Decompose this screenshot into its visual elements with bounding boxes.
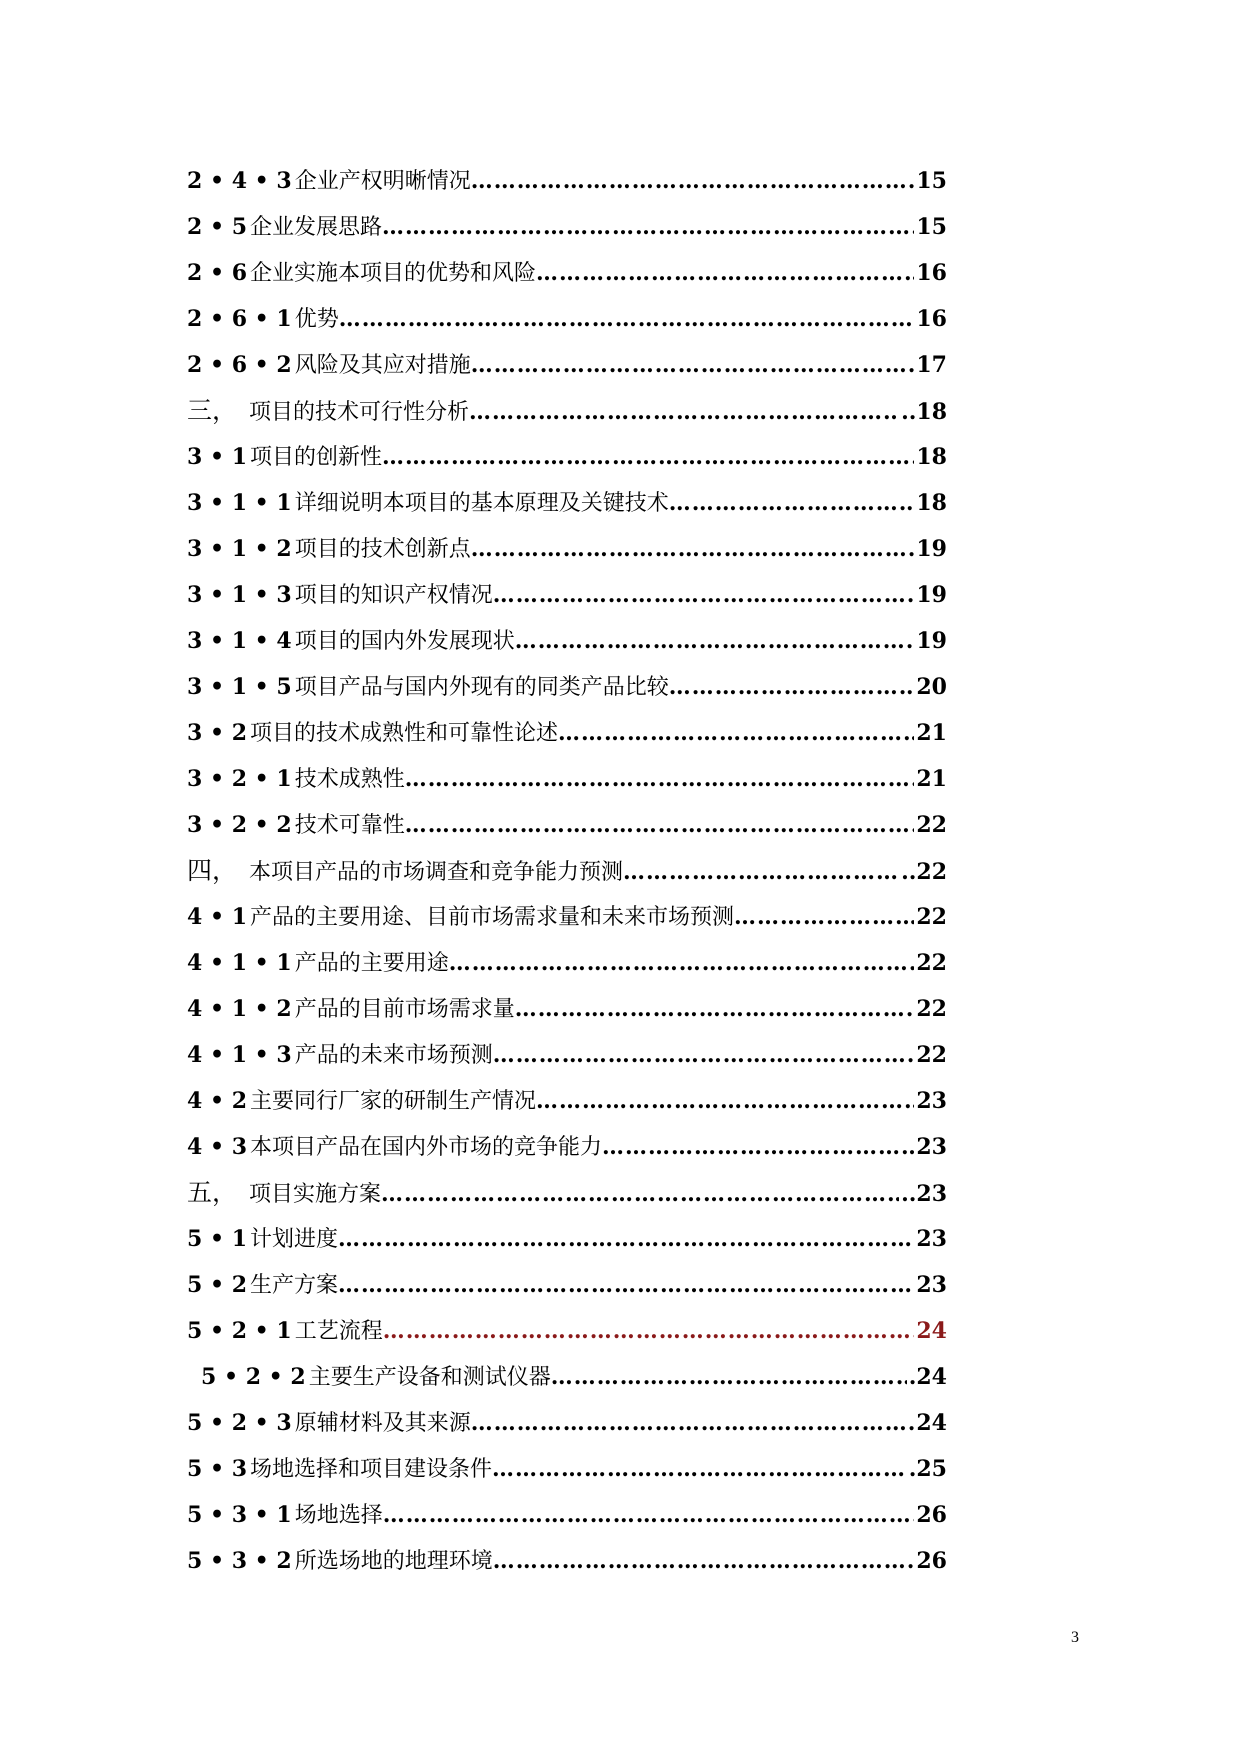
toc-entry-title: 产品的主要用途: [294, 951, 449, 976]
toc-entry-title: 生产方案: [250, 1273, 339, 1298]
toc-entry-page: 24: [916, 1318, 947, 1344]
toc-entry-page: 16: [916, 260, 947, 286]
toc-entry-page: 17: [916, 352, 947, 378]
toc-entry-number: 5 • 3: [187, 1456, 247, 1482]
toc-entry-page: ..18: [901, 399, 947, 425]
toc-entry[interactable]: [187, 434, 947, 480]
toc-entry-title: 所选场地的地理环境: [294, 1549, 493, 1574]
toc-dot-leader: [493, 1538, 915, 1584]
toc-entry[interactable]: [187, 158, 947, 204]
toc-dot-leader: [339, 296, 915, 342]
toc-entry-page: ..23: [901, 1181, 947, 1207]
toc-entry[interactable]: [187, 940, 947, 986]
toc-entry-title: 场地选择: [294, 1503, 383, 1528]
toc-dot-leader: [536, 1078, 914, 1124]
toc-dot-leader: [449, 940, 915, 986]
toc-entry-number: 四，: [187, 856, 238, 885]
toc-entry[interactable]: [187, 1400, 947, 1446]
toc-entry[interactable]: [187, 1308, 947, 1354]
toc-entry-title: 产品的主要用途、目前市场需求量和未来市场预测: [250, 905, 735, 930]
toc-dot-leader: [382, 434, 914, 480]
toc-dot-leader: [493, 1032, 915, 1078]
toc-dot-leader: [493, 572, 915, 618]
toc-entry-number: 3 • 2: [187, 720, 247, 746]
toc-entry-page: .25: [908, 1456, 947, 1482]
toc-entry-number: 4 • 1 • 2: [187, 996, 292, 1022]
toc-entry[interactable]: [187, 1446, 947, 1492]
toc-entry-page: 21: [916, 720, 947, 746]
toc-dot-leader: [734, 894, 914, 940]
toc-entry-number: 2 • 4 • 3: [187, 168, 292, 194]
toc-entry-title: 项目产品与国内外现有的同类产品比较: [294, 675, 669, 700]
toc-dot-leader: [623, 849, 899, 895]
toc-entry-title: 本项目产品在国内外市场的竞争能力: [250, 1135, 603, 1160]
toc-entry-number: 3 • 1 • 1: [187, 490, 292, 516]
toc-entry-number: 三，: [187, 396, 238, 425]
toc-entry[interactable]: [187, 1078, 947, 1124]
toc-entry-page: .24: [908, 1364, 947, 1390]
toc-entry-title: 企业产权明晰情况: [294, 169, 471, 194]
toc-entry-page: 19: [916, 628, 947, 654]
toc-entry-title: 风险及其应对措施: [294, 353, 471, 378]
toc-entry[interactable]: [187, 848, 947, 894]
toc-dot-leader: [492, 1446, 907, 1492]
toc-entry-number: 5 • 3 • 1: [187, 1502, 292, 1528]
toc-entry-number: 5 • 1: [187, 1226, 247, 1252]
page-number: 3: [1071, 1629, 1079, 1646]
toc-entry-title: 企业实施本项目的优势和风险: [250, 261, 537, 286]
toc-dot-leader: [515, 618, 915, 664]
toc-entry[interactable]: [187, 664, 947, 710]
toc-entry-number: 5 • 2 • 2: [201, 1364, 306, 1390]
toc-entry-title: 技术可靠性: [294, 813, 405, 838]
toc-dot-leader: [405, 802, 915, 848]
table-of-contents: [187, 158, 947, 1584]
toc-entry-page: 15: [916, 168, 947, 194]
toc-entry-number: 2 • 6 • 2: [187, 352, 292, 378]
toc-entry-number: 3 • 2 • 2: [187, 812, 292, 838]
toc-dot-leader: [338, 1216, 914, 1262]
toc-entry-page: 26: [916, 1502, 947, 1528]
toc-entry-number: 3 • 1: [187, 444, 247, 470]
toc-entry-title: 本项目产品的市场调查和竞争能力预测: [249, 860, 624, 885]
toc-entry-page: 18: [916, 444, 947, 470]
toc-dot-leader: [383, 1308, 915, 1354]
toc-entry-number: 4 • 1 • 3: [187, 1042, 292, 1068]
toc-entry-title: 项目的技术创新点: [294, 537, 471, 562]
toc-entry-title: 原辅材料及其来源: [294, 1411, 471, 1436]
toc-entry[interactable]: [187, 1492, 947, 1538]
toc-dot-leader: [471, 158, 915, 204]
toc-entry[interactable]: [187, 204, 947, 250]
toc-entry-number: 5 • 2 • 3: [187, 1410, 292, 1436]
toc-dot-leader: [405, 756, 915, 802]
toc-entry-page: 23: [916, 1226, 947, 1252]
toc-entry-page: 23: [916, 1088, 947, 1114]
toc-entry[interactable]: [187, 480, 947, 526]
toc-entry-title: 计划进度: [250, 1227, 339, 1252]
toc-entry-page: 24: [916, 1410, 947, 1436]
toc-entry-title: 技术成熟性: [294, 767, 405, 792]
toc-entry[interactable]: [187, 618, 947, 664]
toc-entry[interactable]: [187, 526, 947, 572]
toc-entry-page: 22: [916, 950, 947, 976]
toc-entry-number: 2 • 6: [187, 260, 247, 286]
toc-entry-page: 16: [916, 306, 947, 332]
toc-entry[interactable]: [187, 1538, 947, 1584]
toc-entry-number: 3 • 2 • 1: [187, 766, 292, 792]
toc-entry-page: 23: [916, 1134, 947, 1160]
toc-entry[interactable]: [187, 1262, 947, 1308]
toc-entry[interactable]: [187, 710, 947, 756]
toc-dot-leader: [471, 342, 915, 388]
toc-entry-page: 21: [916, 766, 947, 792]
toc-entry[interactable]: [187, 1032, 947, 1078]
toc-entry-number: 5 • 3 • 2: [187, 1548, 292, 1574]
toc-entry[interactable]: [187, 894, 947, 940]
toc-entry-number: 3 • 1 • 2: [187, 536, 292, 562]
toc-entry-title: 优势: [294, 307, 339, 332]
toc-dot-leader: [382, 204, 914, 250]
toc-dot-leader: [515, 986, 915, 1032]
toc-dot-leader: [471, 526, 915, 572]
toc-entry-number: 4 • 1 • 1: [187, 950, 292, 976]
toc-entry-page: 20: [916, 674, 947, 700]
toc-entry-number: 4 • 3: [187, 1134, 247, 1160]
toc-entry-page: 22: [916, 996, 947, 1022]
toc-entry[interactable]: [187, 388, 947, 434]
toc-entry-number: 2 • 5: [187, 214, 247, 240]
toc-entry[interactable]: [187, 572, 947, 618]
toc-entry-number: 五，: [187, 1178, 238, 1207]
toc-dot-leader: [602, 1124, 914, 1170]
toc-entry-number: 4 • 1: [187, 904, 247, 930]
toc-entry[interactable]: [187, 1170, 947, 1216]
toc-entry-title: 产品的目前市场需求量: [294, 997, 515, 1022]
toc-entry-title: 项目的技术成熟性和可靠性论述: [250, 721, 559, 746]
toc-entry-page: ..22: [901, 859, 947, 885]
toc-entry[interactable]: [187, 1216, 947, 1262]
toc-entry-number: 3 • 1 • 4: [187, 628, 292, 654]
toc-entry-page: 22: [916, 1042, 947, 1068]
toc-entry[interactable]: [187, 1354, 947, 1400]
toc-entry[interactable]: [187, 802, 947, 848]
toc-entry-title: 详细说明本项目的基本原理及关键技术: [294, 491, 669, 516]
toc-entry-title: 项目实施方案: [249, 1182, 382, 1207]
toc-entry-title: 工艺流程: [294, 1319, 383, 1344]
toc-entry-number: 3 • 1 • 3: [187, 582, 292, 608]
toc-entry[interactable]: [187, 342, 947, 388]
toc-entry[interactable]: [187, 1124, 947, 1170]
toc-entry-number: 5 • 2: [187, 1272, 247, 1298]
toc-entry-number: 3 • 1 • 5: [187, 674, 292, 700]
toc-entry-title: 企业发展思路: [250, 215, 383, 240]
toc-entry-title: 场地选择和项目建设条件: [250, 1457, 493, 1482]
toc-entry-page: 23: [916, 1272, 947, 1298]
toc-dot-leader: [469, 389, 899, 435]
toc-entry-page: 15: [916, 214, 947, 240]
toc-dot-leader: [669, 480, 915, 526]
toc-dot-leader: [558, 710, 914, 756]
toc-entry[interactable]: [187, 986, 947, 1032]
toc-entry-number: 4 • 2: [187, 1088, 247, 1114]
toc-entry[interactable]: [187, 756, 947, 802]
toc-entry[interactable]: [187, 296, 947, 342]
toc-dot-leader: [338, 1262, 914, 1308]
toc-entry-title: 项目的技术可行性分析: [249, 400, 470, 425]
toc-entry-number: 5 • 2 • 1: [187, 1318, 292, 1344]
toc-entry-page: 22: [916, 904, 947, 930]
toc-dot-leader: [669, 664, 915, 710]
toc-entry-title: 主要生产设备和测试仪器: [308, 1365, 551, 1390]
toc-entry-title: 项目的创新性: [250, 445, 383, 470]
toc-entry-title: 项目的国内外发展现状: [294, 629, 515, 654]
toc-entry[interactable]: [187, 250, 947, 296]
toc-entry-title: 项目的知识产权情况: [294, 583, 493, 608]
toc-dot-leader: [551, 1354, 907, 1400]
toc-dot-leader: [536, 250, 914, 296]
toc-entry-page: 22: [916, 812, 947, 838]
toc-entry-page: 19: [916, 582, 947, 608]
toc-entry-page: 26: [916, 1548, 947, 1574]
toc-entry-page: 19: [916, 536, 947, 562]
toc-entry-title: 产品的未来市场预测: [294, 1043, 493, 1068]
toc-entry-page: 18: [916, 490, 947, 516]
toc-dot-leader: [383, 1492, 915, 1538]
toc-entry-title: 主要同行厂家的研制生产情况: [250, 1089, 537, 1114]
toc-dot-leader: [471, 1400, 915, 1446]
toc-entry-number: 2 • 6 • 1: [187, 306, 292, 332]
toc-dot-leader: [381, 1171, 899, 1217]
